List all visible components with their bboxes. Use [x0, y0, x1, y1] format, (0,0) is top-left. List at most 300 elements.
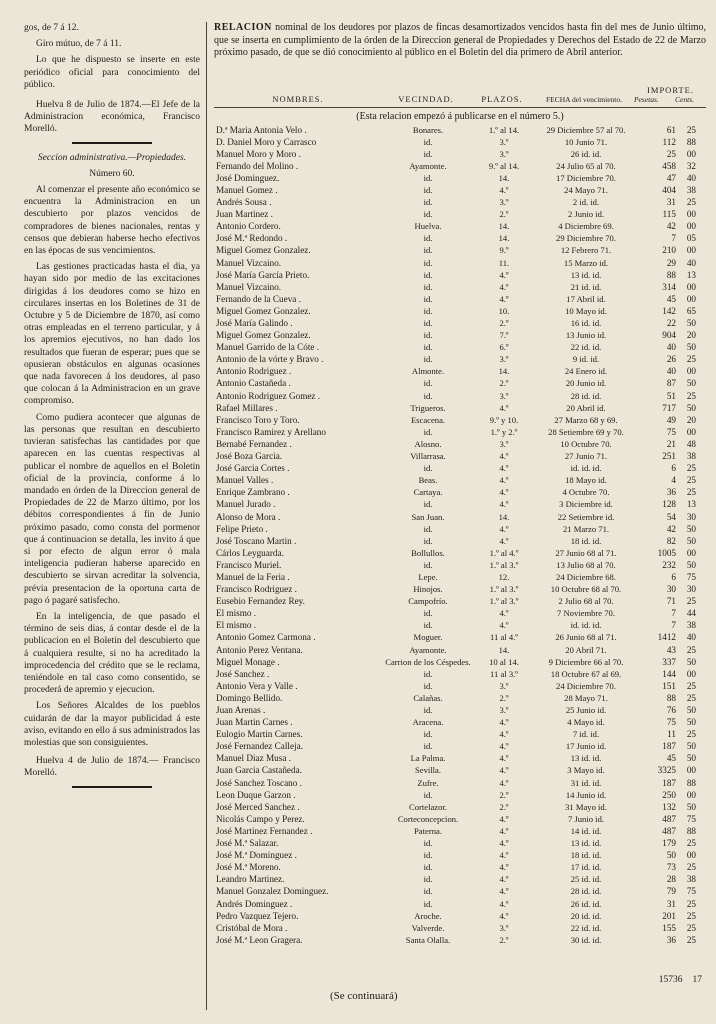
- debtor-pesetas: 61: [666, 124, 676, 135]
- relation-title: RELACION: [214, 22, 272, 33]
- col-vecindad: VECINDAD.: [398, 93, 454, 104]
- debtor-name: Miguel Gomez Gonzalez.: [216, 305, 311, 316]
- debtor-vecindad: id.: [423, 330, 433, 341]
- table-row: [214, 644, 706, 656]
- paragraph: Lo que he dispuesto se inserte en este periódico oficial para conocimiento del público.: [24, 55, 200, 90]
- debtor-vecindad: Cortelazor.: [409, 801, 447, 812]
- debtor-fecha: 26 Junio 68 al 71.: [555, 632, 617, 643]
- debtor-name: Manuel Valles .: [216, 475, 274, 486]
- debtor-plazos: 3.º: [499, 922, 509, 933]
- debtor-vecindad: Santa Olalla.: [405, 934, 451, 945]
- debtor-pesetas: 6: [671, 571, 676, 582]
- debtor-pesetas: 71: [666, 596, 676, 607]
- debtor-plazos: 4.º: [499, 862, 509, 873]
- debtor-vecindad: id.: [423, 269, 433, 280]
- debtor-cents: 00: [686, 547, 696, 558]
- debtor-cents: 50: [686, 402, 696, 413]
- debtor-fecha: 14 id. id.: [570, 825, 602, 836]
- debtor-fecha: 10 Octubre 70.: [560, 438, 612, 449]
- debtor-plazos: 1.º al 14.: [488, 124, 520, 135]
- debtor-name: Fernando de la Cueva .: [216, 293, 301, 304]
- debtor-plazos: 9.º al 14.: [488, 160, 520, 171]
- debtor-name: Manuel Vizcaino.: [216, 257, 282, 268]
- debtor-cents: 00: [686, 209, 696, 220]
- debtor-fecha: 20 id. id.: [570, 910, 602, 921]
- debtor-plazos: 4.º: [499, 765, 509, 776]
- debtor-vecindad: Aroche.: [414, 910, 442, 921]
- debtor-name: Manuel Gonzalez Dominguez.: [216, 886, 329, 897]
- debtor-cents: 25: [686, 354, 696, 365]
- debtor-fecha: 9 Diciembre 66 al 70.: [548, 656, 624, 667]
- debtor-vecindad: id.: [423, 209, 433, 220]
- debtor-pesetas: 11: [667, 729, 676, 740]
- debtor-cents: 25: [686, 475, 696, 486]
- debtor-name: Eusebio Fernandez Rey.: [216, 596, 305, 607]
- debtor-fecha: 29 Diciembre 57 al 70.: [546, 124, 626, 135]
- debtor-fecha: 4 Mayo id.: [567, 717, 605, 728]
- debtor-pesetas: 28: [666, 874, 676, 885]
- table-row: [214, 752, 706, 764]
- debtor-plazos: 4.º: [499, 850, 509, 861]
- debtor-cents: 25: [686, 124, 696, 135]
- debtor-cents: 25: [686, 390, 696, 401]
- table-row: [214, 390, 706, 402]
- debtor-name: Antonio de la vórte y Bravo .: [216, 354, 324, 365]
- signature: Huelva 4 de Julio de 1874.— Francisco Morelló.: [24, 756, 200, 779]
- debtor-cents: 75: [686, 571, 696, 582]
- debtor-fecha: id. id. id.: [570, 463, 602, 474]
- debtor-fecha: 21 id. id.: [570, 281, 602, 292]
- debtor-cents: 00: [686, 148, 696, 159]
- debtor-fecha: 26 id. id.: [570, 898, 602, 909]
- debtor-name: Francisco Ramirez y Arellano: [216, 426, 326, 437]
- table-row: [214, 837, 706, 849]
- debtor-name: Antonio Gomez Carmona .: [216, 632, 316, 643]
- debtor-pesetas: 487: [662, 825, 676, 836]
- debtor-pesetas: 42: [666, 221, 676, 232]
- debtor-name: Bernabé Fernandez .: [216, 438, 292, 449]
- table-row: [214, 244, 706, 256]
- debtor-name: Pedro Vazquez Tejero.: [216, 910, 299, 921]
- debtor-pesetas: 42: [666, 523, 676, 534]
- debtor-plazos: 4.º: [499, 813, 509, 824]
- debtor-fecha: 27 Junio 71.: [564, 451, 608, 462]
- debtor-plazos: 1.º al 3.º: [489, 596, 519, 607]
- table-row: [214, 692, 706, 704]
- total-row: [659, 975, 702, 985]
- col-importe-label: IMPORTE.: [647, 84, 694, 95]
- table-row: [214, 426, 706, 438]
- debtor-pesetas: 22: [666, 318, 676, 328]
- debtor-fecha: 24 Enero id.: [564, 366, 608, 377]
- debtor-plazos: 4.º: [499, 608, 509, 619]
- debtor-vecindad: id.: [423, 620, 433, 631]
- debtor-plazos: 2.º: [499, 318, 509, 328]
- table-row: [214, 486, 706, 498]
- debtor-cents: 88: [686, 825, 696, 836]
- debtor-cents: 25: [686, 922, 696, 933]
- debtor-cents: 25: [686, 644, 696, 655]
- debtor-plazos: 10 al 14.: [489, 656, 519, 667]
- debtor-cents: 50: [686, 741, 696, 752]
- debtor-vecindad: id.: [423, 898, 433, 909]
- debtor-cents: 25: [686, 838, 696, 849]
- debtor-plazos: 4.º: [499, 729, 509, 740]
- debtor-fecha: 28 Mayo 71.: [564, 692, 608, 703]
- table-row: [214, 329, 706, 341]
- debtor-name: José M.ª Salazar.: [216, 838, 279, 849]
- debtor-cents: 25: [686, 197, 696, 208]
- debtor-plazos: 10.: [498, 305, 510, 316]
- debtor-fecha: 28 id. id.: [570, 390, 602, 401]
- debtor-vecindad: Trigueros.: [410, 402, 446, 413]
- debtor-fecha: 17 Abril id.: [566, 293, 606, 304]
- debtor-pesetas: 179: [662, 838, 676, 849]
- debtor-fecha: 15 Marzo id.: [563, 257, 609, 268]
- debtor-pesetas: 337: [662, 656, 676, 667]
- debtor-vecindad: Hinojos.: [413, 584, 443, 595]
- debtor-fecha: 24 Diciembre 70.: [556, 680, 616, 691]
- debtor-plazos: 4.º: [499, 269, 509, 280]
- debtor-fecha: 18 Octubre 67 al 69.: [550, 668, 622, 679]
- debtor-name: Enrique Zambrano .: [216, 487, 290, 498]
- debtor-plazos: 2.º: [499, 378, 509, 389]
- debtor-pesetas: 49: [666, 414, 676, 425]
- debtor-name: José Sanchez Toscano .: [216, 777, 302, 788]
- debtor-name: Cárlos Leyguarda.: [216, 547, 284, 558]
- paragraph: Al comenzar el presente año económico se encuentra la Administracion en un descubierto por plazos vencidos de compradores de bienes nacionales, rentas y censos que debieran haberse hecho efectivos en las épocas de sus vencimientos.: [24, 185, 200, 257]
- debtor-plazos: 4.º: [499, 475, 509, 486]
- debtor-name: Cristóbal de Mora .: [216, 922, 288, 933]
- debtor-plazos: 11 al 4.º: [490, 632, 518, 643]
- table-row: [214, 196, 706, 208]
- table-row: [214, 377, 706, 389]
- debtor-plazos: 2.º: [499, 801, 509, 812]
- debtor-name: Francisco Toro y Toro.: [216, 414, 300, 425]
- table-row: [214, 305, 706, 317]
- debtor-pesetas: 43: [666, 644, 676, 655]
- debtor-fecha: 22 Setiembre id.: [557, 511, 615, 522]
- debtor-fecha: 18 id. id.: [570, 850, 602, 861]
- debtor-vecindad: Alosno.: [414, 438, 442, 449]
- debtor-plazos: 4.º: [499, 281, 509, 292]
- col-plazos: PLAZOS.: [481, 93, 523, 104]
- paragraph: Los Señores Alcaldes de los pueblos cuidarán de dar la mayor publicidad á este aviso, evitando en ello á sus administrados las molestias que son consiguientes.: [24, 701, 200, 748]
- debtor-pesetas: 30: [666, 584, 676, 595]
- debtor-vecindad: id.: [423, 463, 433, 474]
- debtor-cents: 20: [686, 414, 696, 425]
- debtor-pesetas: 1412: [657, 632, 676, 643]
- table-row: [214, 547, 706, 559]
- left-column: [24, 22, 200, 794]
- debtor-cents: 50: [686, 535, 696, 546]
- debtor-fecha: 13 Julio 68 al 70.: [556, 559, 616, 570]
- debtor-name: Juan Garcia Castañeda.: [216, 765, 302, 776]
- debtor-pesetas: 36: [666, 934, 676, 945]
- debtor-vecindad: Paterna.: [414, 825, 442, 836]
- table-header: [214, 64, 706, 108]
- debtor-fecha: 27 Junio 68 al 71.: [555, 547, 617, 558]
- debtor-pesetas: 458: [662, 160, 676, 171]
- debtor-vecindad: Campofrío.: [408, 596, 448, 607]
- debtor-cents: 00: [686, 850, 696, 861]
- debtor-name: José Sanchez .: [216, 668, 270, 679]
- right-column: [214, 22, 706, 946]
- debtor-vecindad: id.: [423, 680, 433, 691]
- debtor-vecindad: Carrion de los Céspedes.: [385, 656, 471, 667]
- debtor-pesetas: 904: [662, 330, 676, 341]
- debtor-pesetas: 250: [662, 789, 676, 800]
- debtor-pesetas: 210: [662, 245, 676, 256]
- debtor-name: Miguel Gomez Gonzalez.: [216, 245, 311, 256]
- debtor-cents: 75: [686, 886, 696, 897]
- debtor-cents: 00: [686, 366, 696, 377]
- debtor-fecha: 7 id. id.: [572, 729, 600, 740]
- debtor-cents: 88: [686, 136, 696, 147]
- debtor-table: [214, 124, 706, 946]
- debtor-name: Juan Martin Carnes .: [216, 717, 293, 728]
- debtor-fecha: 27 Marzo 68 y 69.: [554, 414, 618, 425]
- table-row: [214, 511, 706, 523]
- debtor-name: Antonio Vera y Valle .: [216, 680, 298, 691]
- debtor-pesetas: 7: [671, 620, 676, 631]
- debtor-fecha: 10 Junio 71.: [564, 136, 608, 147]
- debtor-plazos: 4.º: [499, 825, 509, 836]
- debtor-vecindad: id.: [423, 886, 433, 897]
- debtor-name: D. Daniel Moro y Carrasco: [216, 136, 317, 147]
- debtor-plazos: 4.º: [499, 874, 509, 885]
- debtor-plazos: 3.º: [499, 438, 509, 449]
- debtor-name: José Merced Sanchez .: [216, 801, 300, 812]
- debtor-fecha: 9 id. id.: [572, 354, 600, 365]
- debtor-pesetas: 31: [666, 197, 676, 208]
- table-row: [214, 764, 706, 776]
- debtor-fecha: 16 id. id.: [570, 318, 602, 328]
- debtor-pesetas: 142: [662, 305, 676, 316]
- debtor-plazos: 4.º: [499, 910, 509, 921]
- debtor-vecindad: Escacena.: [410, 414, 446, 425]
- debtor-fecha: 26 id. id.: [570, 148, 602, 159]
- table-row: [214, 849, 706, 861]
- debtor-cents: 32: [686, 160, 696, 171]
- col-fecha: FECHA del vencimiento.: [545, 94, 623, 104]
- debtor-fecha: 17 id. id.: [570, 862, 602, 873]
- separator: [72, 142, 152, 144]
- debtor-pesetas: 232: [662, 559, 676, 570]
- debtor-plazos: 4.º: [499, 741, 509, 752]
- debtor-name: Manuel Garrido de la Cóte .: [216, 342, 320, 353]
- debtor-fecha: 13 id. id.: [570, 269, 602, 280]
- debtor-cents: 00: [686, 789, 696, 800]
- debtor-pesetas: 6: [671, 463, 676, 474]
- table-row: [214, 631, 706, 643]
- debtor-pesetas: 112: [662, 136, 676, 147]
- debtor-cents: 88: [686, 777, 696, 788]
- debtor-name: Eulogio Martin Carnes.: [216, 729, 303, 740]
- debtor-cents: 40: [686, 257, 696, 268]
- table-row: [214, 317, 706, 329]
- table-row: [214, 474, 706, 486]
- debtor-vecindad: id.: [423, 426, 433, 437]
- debtor-vecindad: id.: [423, 559, 433, 570]
- debtor-plazos: 7.º: [499, 330, 509, 341]
- table-row: [214, 450, 706, 462]
- table-row: [214, 571, 706, 583]
- debtor-fecha: 2 id. id.: [572, 197, 600, 208]
- debtor-plazos: 4.º: [499, 753, 509, 764]
- debtor-cents: 30: [686, 584, 696, 595]
- debtor-pesetas: 151: [662, 680, 676, 691]
- debtor-pesetas: 45: [666, 293, 676, 304]
- table-row: [214, 523, 706, 535]
- debtor-cents: 30: [686, 511, 696, 522]
- debtor-vecindad: San Juan.: [411, 511, 445, 522]
- debtor-plazos: 6.º: [499, 342, 509, 353]
- debtor-plazos: 3.º: [499, 148, 509, 159]
- debtor-vecindad: Almonte.: [411, 366, 445, 377]
- debtor-vecindad: id.: [423, 293, 433, 304]
- debtor-name: Juan Martinez .: [216, 209, 273, 220]
- col-nombres: NOMBRES.: [272, 93, 324, 104]
- debtor-vecindad: Villarrasa.: [410, 451, 446, 462]
- debtor-vecindad: Corteconcepcion.: [397, 813, 459, 824]
- debtor-fecha: 7 Junio id.: [567, 813, 605, 824]
- debtor-cents: 25: [686, 596, 696, 607]
- table-row: [214, 172, 706, 184]
- separator: [72, 786, 152, 788]
- debtor-pesetas: 40: [666, 366, 676, 377]
- debtor-vecindad: id.: [423, 523, 433, 534]
- debtor-fecha: 3 Diciembre id.: [559, 499, 613, 510]
- paragraph: gos, de 7 á 12.: [24, 23, 79, 33]
- debtor-cents: 50: [686, 717, 696, 728]
- debtor-cents: 40: [686, 632, 696, 643]
- debtor-cents: 50: [686, 753, 696, 764]
- debtor-fecha: 20 Junio id.: [565, 378, 607, 389]
- debtor-fecha: 17 Junio id.: [565, 741, 607, 752]
- debtor-cents: 50: [686, 523, 696, 534]
- debtor-name: Manuel Gomez .: [216, 184, 278, 195]
- debtor-name: Nicolás Campo y Perez.: [216, 813, 305, 824]
- table-row: [214, 365, 706, 377]
- debtor-pesetas: 132: [662, 801, 676, 812]
- table-row: [214, 680, 706, 692]
- debtor-vecindad: id.: [423, 838, 433, 849]
- debtor-plazos: 9.º: [499, 245, 509, 256]
- debtor-pesetas: 47: [666, 172, 676, 183]
- debtor-vecindad: id.: [423, 390, 433, 401]
- debtor-fecha: 31 Mayo id.: [565, 801, 607, 812]
- debtor-vecindad: id.: [423, 850, 433, 861]
- debtor-fecha: 13 id. id.: [570, 838, 602, 849]
- debtor-vecindad: Bollullos.: [411, 547, 445, 558]
- debtor-name: José María Galindo .: [216, 318, 293, 328]
- debtor-vecindad: id.: [423, 245, 433, 256]
- debtor-vecindad: Huelva.: [414, 221, 442, 232]
- debtor-name: José M.ª Dominguez .: [216, 850, 297, 861]
- debtor-pesetas: 79: [666, 886, 676, 897]
- table-row: [214, 220, 706, 232]
- debtor-pesetas: 404: [662, 184, 676, 195]
- debtor-cents: 00: [686, 765, 696, 776]
- debtor-name: José Boza Garcia.: [216, 451, 283, 462]
- debtor-cents: 00: [686, 245, 696, 256]
- table-row: [214, 462, 706, 474]
- debtor-cents: 38: [686, 620, 696, 631]
- debtor-fecha: 13 Junio id.: [565, 330, 607, 341]
- debtor-name: Antonio Rodriguez Gomez .: [216, 390, 321, 401]
- debtor-pesetas: 251: [662, 451, 676, 462]
- table-row: [214, 668, 706, 680]
- debtor-vecindad: id.: [423, 233, 433, 244]
- table-row: [214, 910, 706, 922]
- col-pesetas: Pesetas.: [634, 94, 659, 104]
- table-row: [214, 619, 706, 631]
- debtor-plazos: 2.º: [499, 934, 509, 945]
- debtor-fecha: 25 Junio id.: [565, 705, 607, 715]
- debtor-pesetas: 45: [666, 753, 676, 764]
- debtor-name: Antonio Castañeda .: [216, 378, 291, 389]
- debtor-vecindad: id.: [423, 354, 433, 365]
- debtor-pesetas: 115: [662, 209, 676, 220]
- debtor-plazos: 3.º: [499, 354, 509, 365]
- table-row: [214, 160, 706, 172]
- debtor-plazos: 4.º: [499, 451, 509, 462]
- table-row: [214, 789, 706, 801]
- debtor-fecha: 29 Diciembre 70.: [556, 233, 616, 244]
- debtor-pesetas: 29: [666, 257, 676, 268]
- debtor-name: Fernando del Molino .: [216, 160, 299, 171]
- debtor-name: Miguel Gomez Gonzalez.: [216, 330, 311, 341]
- debtor-plazos: 12.: [498, 571, 510, 582]
- debtor-plazos: 4.º: [499, 523, 509, 534]
- debtor-plazos: 4.º: [499, 535, 509, 546]
- debtor-name: Francisco Muriel.: [216, 559, 282, 570]
- debtor-name: José Martinez Fernandez .: [216, 825, 313, 836]
- table-row: [214, 184, 706, 196]
- debtor-vecindad: id.: [423, 184, 433, 195]
- debtor-name: Manuel Vizcaino.: [216, 281, 282, 292]
- debtor-cents: 44: [686, 608, 696, 619]
- debtor-vecindad: Zufre.: [417, 777, 439, 788]
- relation-description: nominal de los deudores por plazos de fincas desamortizados vencidos hasta fin del mes de Junio último, que se inserta en cumplimiento de la órden de la Direccion general de Propiedades y Derechos del Estado de 22 de Marzo próximo pasado, de que se dió conocimiento al público en el Boletin del dia primero de Abril anterior.: [214, 22, 707, 58]
- debtor-pesetas: 7: [671, 608, 676, 619]
- debtor-name: Rafael Millares .: [216, 402, 278, 413]
- debtor-plazos: 14.: [498, 233, 510, 244]
- debtor-cents: 50: [686, 318, 696, 328]
- debtor-name: José M.ª Moreno.: [216, 862, 281, 873]
- relation-header: [214, 22, 706, 60]
- debtor-cents: 50: [686, 801, 696, 812]
- debtor-cents: 25: [686, 680, 696, 691]
- table-row: [214, 353, 706, 365]
- debtor-cents: 05: [686, 233, 696, 244]
- debtor-cents: 20: [686, 330, 696, 341]
- debtor-fecha: 2 Junio id.: [567, 209, 605, 220]
- debtor-pesetas: 51: [666, 390, 676, 401]
- debtor-vecindad: id.: [423, 668, 433, 679]
- debtor-cents: 50: [686, 559, 696, 570]
- debtor-cents: 50: [686, 656, 696, 667]
- debtor-pesetas: 7: [671, 233, 676, 244]
- debtor-name: José Garcia Cortes .: [216, 463, 290, 474]
- table-row: [214, 885, 706, 897]
- debtor-fecha: 25 id. id.: [570, 874, 602, 885]
- debtor-plazos: 1.º al 4.º: [489, 547, 519, 558]
- col-cents: Cents.: [675, 94, 694, 104]
- table-row: [214, 341, 706, 353]
- debtor-name: José María García Prieto.: [216, 269, 310, 280]
